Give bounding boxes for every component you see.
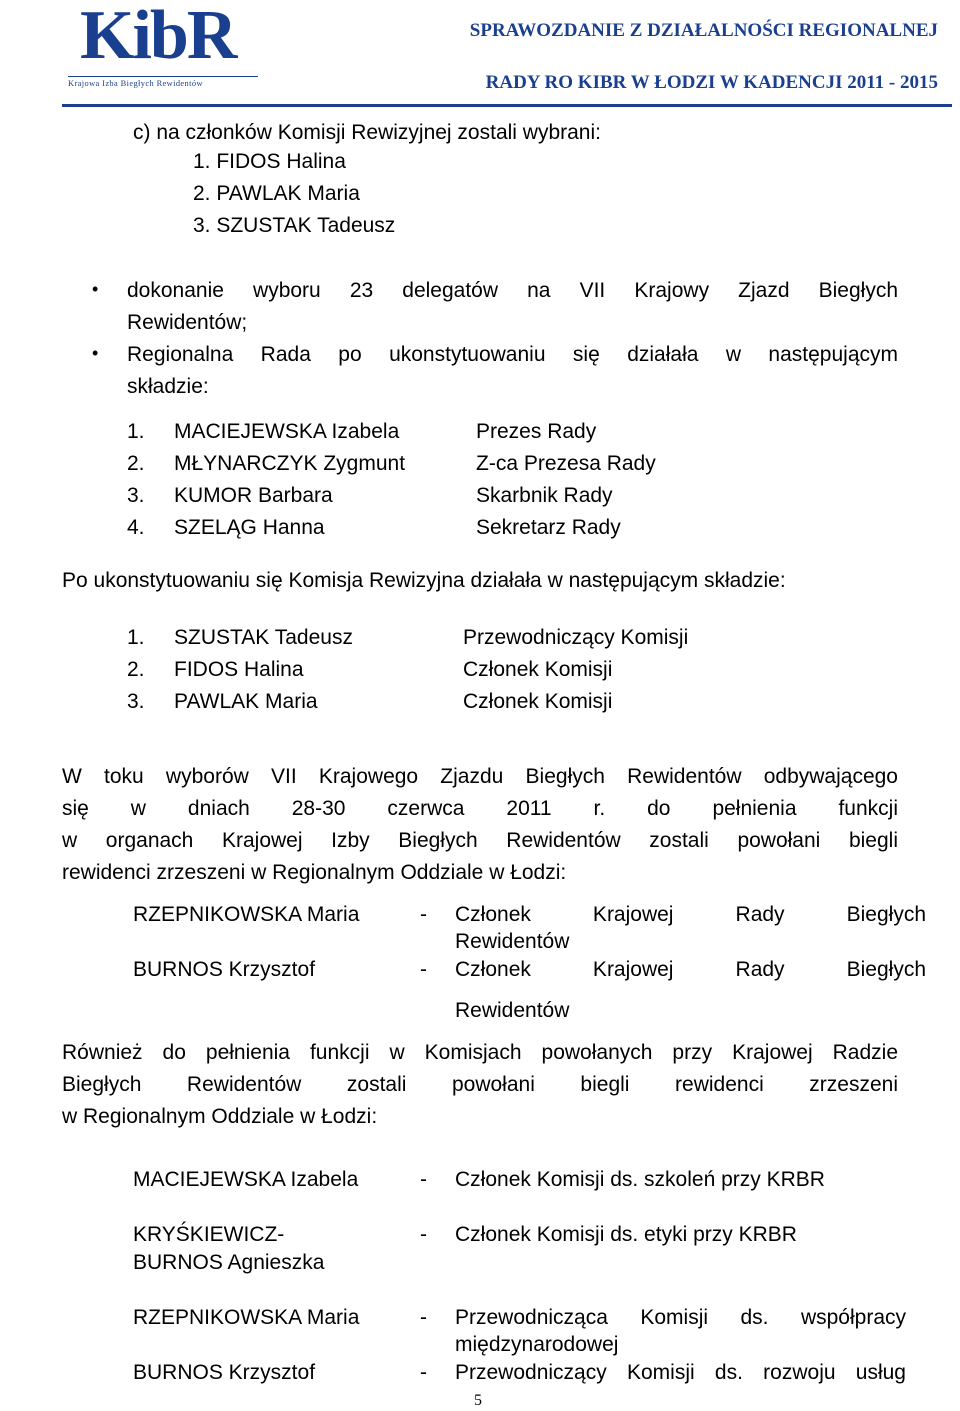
paragraph-line: Również do pełnienia funkcji w Komisjach powołanych przy Krajowej Radzie (62, 1041, 898, 1064)
paragraph-line: Biegłych Rewidentów zostali powołani biegli rewidenci zrzeszeni (62, 1073, 898, 1096)
paragraph-line: w organach Krajowej Izby Biegłych Rewidentów zostali powołani biegli (62, 829, 898, 852)
bullet-text: dokonanie wyboru 23 delegatów na VII Krajowy Zjazd Biegłych (127, 279, 898, 302)
section-c-heading: c) na członków Komisji Rewizyjnej zostali wybrani: (133, 121, 601, 144)
dash: - (420, 1306, 427, 1329)
council-num: 4. (127, 516, 145, 539)
dash: - (420, 1361, 427, 1384)
national-name: RZEPNIKOWSKA Maria (133, 903, 360, 926)
committee-role: Przewodniczący Komisji ds. rozwoju usług (455, 1361, 906, 1384)
council-num: 1. (127, 420, 145, 443)
logo-subtitle: Krajowa Izba Biegłych Rewidentów (68, 76, 258, 88)
list-item: 3. SZUSTAK Tadeusz (193, 214, 396, 237)
list-item: 2. PAWLAK Maria (193, 182, 360, 205)
header-title-line2: RADY RO KIBR W ŁODZI W KADENCJI 2011 - 2015 (485, 72, 938, 93)
audit-intro: Po ukonstytuowaniu się Komisja Rewizyjna działała w następującym składzie: (62, 569, 786, 592)
audit-role: Członek Komisji (463, 658, 613, 681)
committee-name: KRYŚKIEWICZ- (133, 1223, 285, 1246)
council-name: KUMOR Barbara (174, 484, 333, 507)
council-role: Skarbnik Rady (476, 484, 613, 507)
committee-role: międzynarodowej (455, 1333, 619, 1356)
paragraph-line: rewidenci zrzeszeni w Regionalnym Oddziale w Łodzi: (62, 861, 567, 884)
national-role: Rewidentów (455, 930, 570, 953)
paragraph-line: W toku wyborów VII Krajowego Zjazdu Biegłych Rewidentów odbywającego (62, 765, 898, 788)
bullet-text: Rewidentów; (127, 311, 248, 334)
committee-role: Członek Komisji ds. etyki przy KRBR (455, 1223, 797, 1246)
kibr-logo (62, 2, 262, 98)
header-divider (62, 104, 952, 107)
committee-name: MACIEJEWSKA Izabela (133, 1168, 359, 1191)
dash: - (420, 958, 427, 981)
dash: - (420, 1223, 427, 1246)
council-name: SZELĄG Hanna (174, 516, 325, 539)
paragraph-line: się w dniach 28-30 czerwca 2011 r. do pełnienia funkcji (62, 797, 898, 820)
audit-num: 1. (127, 626, 145, 649)
committee-name: RZEPNIKOWSKA Maria (133, 1306, 360, 1329)
bullet-icon (92, 347, 102, 357)
council-name: MACIEJEWSKA Izabela (174, 420, 400, 443)
bullet-text: składzie: (127, 375, 209, 398)
audit-role: Członek Komisji (463, 690, 613, 713)
list-item: 1. FIDOS Halina (193, 150, 346, 173)
committee-name: BURNOS Agnieszka (133, 1251, 325, 1274)
dash: - (420, 1168, 427, 1191)
dash: - (420, 903, 427, 926)
audit-num: 3. (127, 690, 145, 713)
committee-role: Przewodnicząca Komisji ds. współpracy (455, 1306, 906, 1329)
council-name: MŁYNARCZYK Zygmunt (174, 452, 406, 475)
national-role: Członek Krajowej Rady Biegłych (455, 958, 926, 981)
council-role: Sekretarz Rady (476, 516, 621, 539)
council-role: Z-ca Prezesa Rady (476, 452, 656, 475)
national-role: Członek Krajowej Rady Biegłych (455, 903, 926, 926)
logo-text: KibR (80, 0, 236, 74)
audit-name: PAWLAK Maria (174, 690, 318, 713)
bullet-text: Regionalna Rada po ukonstytuowaniu się działała w następującym (127, 343, 898, 366)
committee-role: Członek Komisji ds. szkoleń przy KRBR (455, 1168, 825, 1191)
audit-name: SZUSTAK Tadeusz (174, 626, 353, 649)
national-name: BURNOS Krzysztof (133, 958, 316, 981)
header-title-line1: SPRAWOZDANIE Z DZIAŁALNOŚCI REGIONALNEJ (469, 20, 938, 41)
committee-name: BURNOS Krzysztof (133, 1361, 316, 1384)
council-num: 2. (127, 452, 145, 475)
council-role: Prezes Rady (476, 420, 597, 443)
national-role: Rewidentów (455, 999, 570, 1022)
audit-name: FIDOS Halina (174, 658, 304, 681)
page-number: 5 (474, 1392, 482, 1409)
audit-num: 2. (127, 658, 145, 681)
bullet-icon (92, 283, 102, 293)
paragraph-line: w Regionalnym Oddziale w Łodzi: (62, 1105, 378, 1128)
council-num: 3. (127, 484, 145, 507)
audit-role: Przewodniczący Komisji (463, 626, 689, 649)
